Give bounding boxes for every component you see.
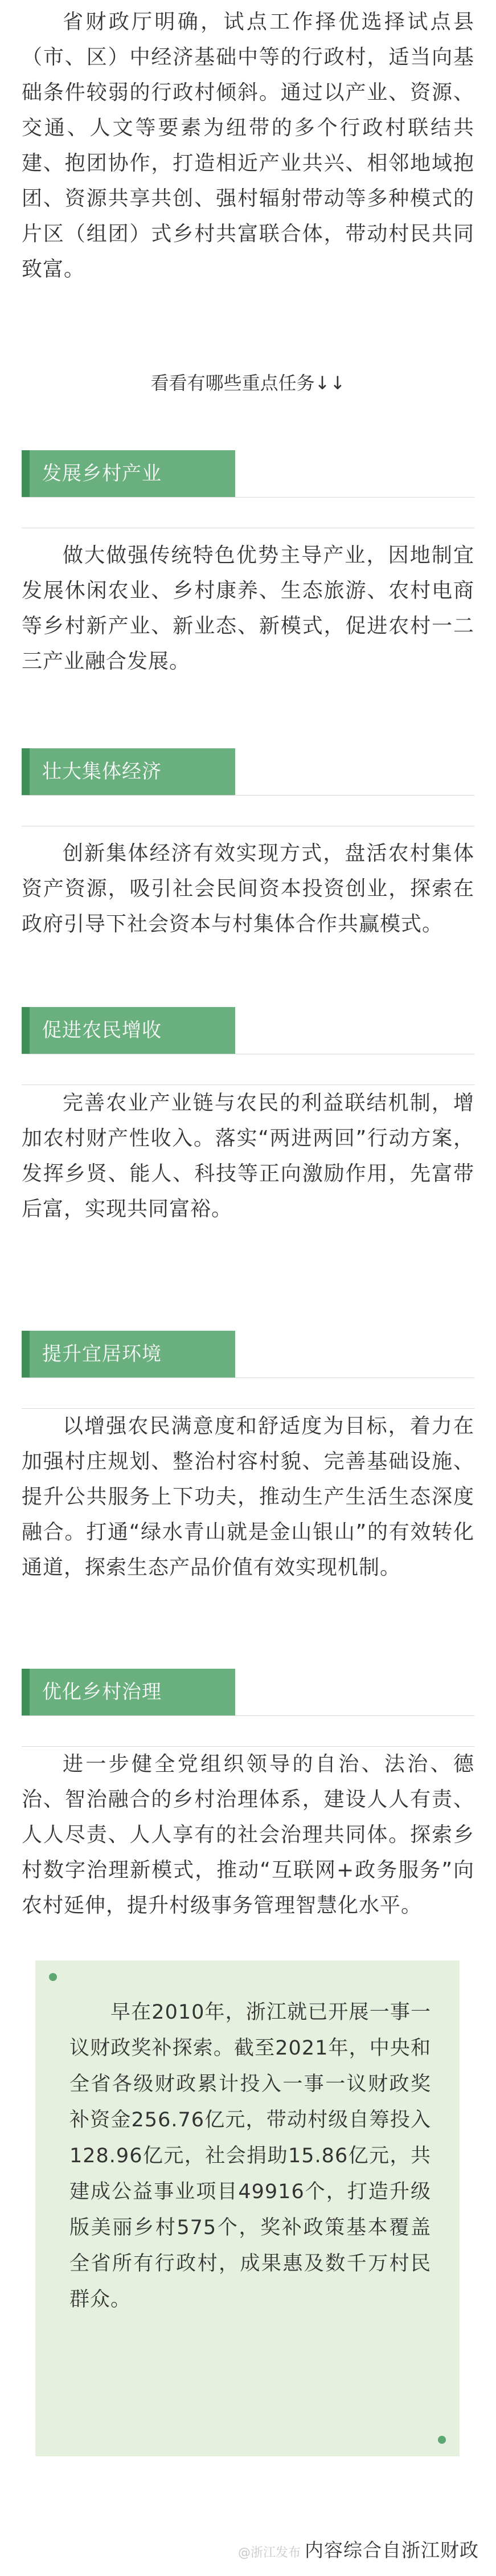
divider — [22, 1715, 474, 1716]
divider — [22, 1377, 474, 1378]
summary-box — [35, 1960, 460, 2456]
divider — [22, 795, 474, 796]
section-title: 壮大集体经济 — [42, 760, 162, 783]
divider — [22, 497, 474, 498]
section-body-collective: 创新集体经济有效实现方式，盘活农村集体资产资源，吸引社会民间资本投资创业，探索在政府引导下社会资本与村集体合作共赢模式。 — [22, 842, 474, 936]
section-title: 促进农民增收 — [42, 1019, 162, 1042]
section-body-income: 完善农业产业链与农民的利益联结机制，增加农村财产性收入。落实“两进两回”行动方案，发挥乡贤、能人、科技等正向激励作用，先富带后富，实现共同富裕。 — [22, 1091, 474, 1221]
tasks-heading: 看看有哪些重点任务↓↓ — [150, 372, 346, 394]
section-title: 优化乡村治理 — [42, 1681, 162, 1703]
section-title-block — [22, 1007, 235, 1054]
section-body-environment: 以增强农民满意度和舒适度为目标，着力在加强村庄规划、整治村容村貌、完善基础设施、提升公共服务上下功夫，推动生产生活生态深度融合。打通“绿水青山就是金山银山”的有效转化通道，探索生态产品价值有效实现机制。 — [22, 1415, 474, 1579]
section-header-industry — [22, 450, 474, 530]
corner-dot-icon — [49, 1973, 57, 1981]
section-title: 发展乡村产业 — [42, 462, 162, 485]
source-credit: 内容综合自浙江财政 — [305, 2539, 479, 2561]
summary-paragraph: 早在2010年，浙江就已开展一事一议财政奖补探索。截至2021年，中央和全省各级财政累计投入一事一议财政奖补资金256.76亿元，带动村级自筹投入128.96亿元，社会捐助15.86亿元，共建成公益事业项目49916个，打造升级版美丽乡村575个，奖补政策基本覆盖全省所有行政村，成果惠及数千万村民群众。 — [69, 2001, 431, 2311]
section-title-block — [22, 748, 235, 795]
section-body-governance: 进一步健全党组织领导的自治、法治、德治、智治融合的乡村治理体系，建设人人有责、人人尽责、人人享有的社会治理共同体。探索乡村数字治理新模式，推动“互联网+政务服务”向农村延伸，提升村级事务管理智慧化水平。 — [22, 1752, 474, 1917]
section-body-industry: 做大做强传统特色优势主导产业，因地制宜发展休闲农业、乡村康养、生态旅游、农村电商等乡村新产业、新业态、新模式，促进农村一二三产业融合发展。 — [22, 544, 474, 673]
section-title-block — [22, 1669, 235, 1715]
section-title-block — [22, 450, 235, 497]
watermark: @浙江发布 — [238, 2546, 301, 2560]
section-title-block — [22, 1331, 235, 1377]
intro-paragraph: 省财政厅明确，试点工作择优选择试点县（市、区）中经济基础中等的行政村，适当向基础条件较弱的行政村倾斜。通过以产业、资源、交通、人文等要素为纽带的多个行政村联结共建、抱团协作，打造相近产业共兴、相邻地域抱团、资源共享共创、强村辐射带动等多种模式的片区（组团）式乡村共富联合体，带动村民共同致富。 — [22, 10, 474, 281]
corner-dot-icon — [438, 2436, 446, 2444]
section-header-governance — [22, 1669, 474, 1748]
section-header-environment — [22, 1331, 474, 1411]
section-header-income — [22, 1007, 474, 1087]
section-header-collective — [22, 748, 474, 828]
section-title: 提升宜居环境 — [42, 1343, 162, 1366]
